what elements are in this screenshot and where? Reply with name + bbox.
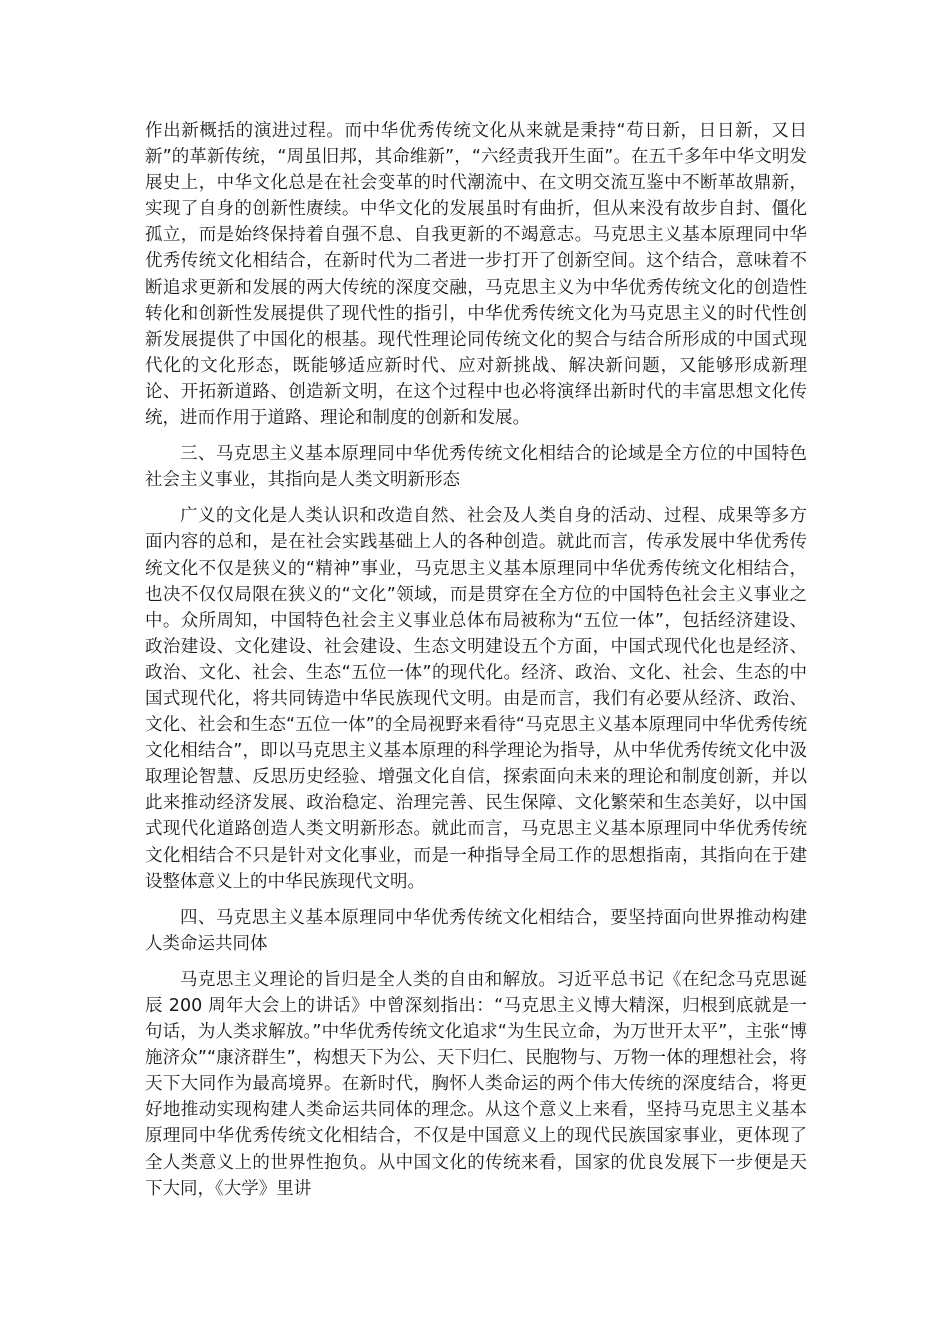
body-paragraph: 马克思主义理论的旨归是全人类的自由和解放。习近平总书记《在纪念马克思诞辰 200 周年大会上的讲话》中曾深刻指出：“马克思主义博大精深，归根到底就是一句话，为人类求解放。”中华优秀传统文化追求“为生民立命，为万世开太平”，主张“博施济众”“康济群生”，构想天下为公、天下归仁、民胞物与、万物一体的理想社会，将天下大同作为最高境界。在新时代，胸怀人类命运的两个伟大传统的深度结合，将更好地推动实现构建人类命运共同体的理念。从这个意义上来看，坚持马克思主义基本原理同中华优秀传统文化相结合，不仅是中国意义上的现代民族国家事业，更体现了全人类意义上的世界性抱负。从中国文化的传统来看，国家的优良发展下一步便是天下大同，《大学》里讲 (145, 969, 807, 1199)
document-page (145, 118, 807, 1212)
section-heading: 四、马克思主义基本原理同中华优秀传统文化相结合，要坚持面向世界推动构建人类命运共同体 (145, 907, 807, 954)
body-paragraph: 作出新概括的演进过程。而中华优秀传统文化从来就是秉持“苟日新，日日新，又日新”的革新传统，“周虽旧邦，其命维新”，“六经责我开生面”。在五千多年中华文明发展史上，中华文化总是在社会变革的时代潮流中、在文明交流互鉴中不断革故鼎新，实现了自身的创新性赓续。中华文化的发展虽时有曲折，但从来没有故步自封、僵化孤立，而是始终保持着自强不息、自我更新的不竭意志。马克思主义基本原理同中华优秀传统文化相结合，在新时代为二者进一步打开了创新空间。这个结合，意味着不断追求更新和发展的两大传统的深度交融，马克思主义为中华优秀传统文化的创造性转化和创新性发展提供了现代性的指引，中华优秀传统文化为马克思主义的时代性创新发展提供了中国化的根基。现代性理论同传统文化的契合与结合所形成的中国式现代化的文化形态，既能够适应新时代、应对新挑战、解决新问题，又能够形成新理论、开拓新道路、创造新文明，在这个过程中也必将演绎出新时代的丰富思想文化传统，进而作用于道路、理论和制度的创新和发展。 (145, 121, 807, 429)
section-heading: 三、马克思主义基本原理同中华优秀传统文化相结合的论域是全方位的中国特色社会主义事业，其指向是人类文明新形态 (145, 444, 807, 491)
body-paragraph: 广义的文化是人类认识和改造自然、社会及人类自身的活动、过程、成果等多方面内容的总和，是在社会实践基础上人的各种创造。就此而言，传承发展中华优秀传统文化不仅是狭义的“精神”事业，马克思主义基本原理同中华优秀传统文化相结合，也决不仅仅局限在狭义的“文化”领域，而是贯穿在全方位的中国特色社会主义事业之中。众所周知，中国特色社会主义事业总体布局被称为“五位一体”，包括经济建设、政治建设、文化建设、社会建设、生态文明建设五个方面，中国式现代化也是经济、政治、文化、社会、生态“五位一体”的现代化。经济、政治、文化、社会、生态的中国式现代化，将共同铸造中华民族现代文明。由是而言，我们有必要从经济、政治、文化、社会和生态“五位一体”的全局视野来看待“马克思主义基本原理同中华优秀传统文化相结合”，即以马克思主义基本原理的科学理论为指导，从中华优秀传统文化中汲取理论智慧、反思历史经验、增强文化自信，探索面向未来的理论和制度创新，并以此来推动经济发展、政治稳定、治理完善、民生保障、文化繁荣和生态美好，以中国式现代化道路创造人类文明新形态。就此而言，马克思主义基本原理同中华优秀传统文化相结合不只是针对文化事业，而是一种指导全局工作的思想指南，其指向在于建设整体意义上的中华民族现代文明。 (145, 506, 807, 892)
